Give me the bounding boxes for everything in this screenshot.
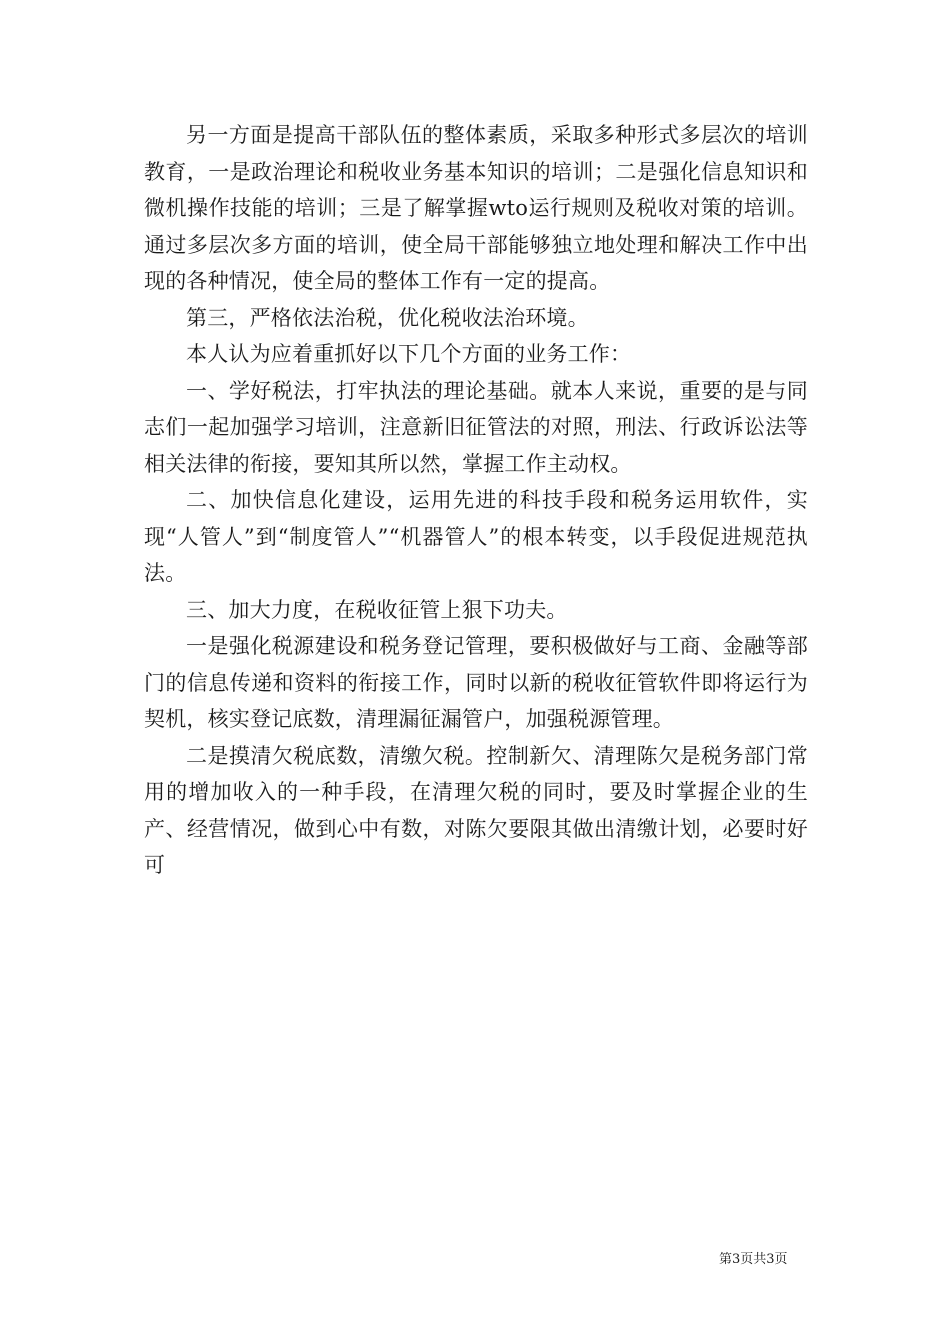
paragraph-arrears: 二是摸清欠税底数，清缴欠税。控制新欠、清理陈欠是税务部门常用的增加收入的一种手段，在清理欠税的同时，要及时掌握企业的生产、经营情况，做到心中有数，对陈欠要限其做出清缴计划，必要时好可 bbox=[144, 743, 808, 877]
document-body bbox=[144, 117, 808, 884]
paragraph-item-one: 一、学好税法，打牢执法的理论基础。就本人来说，重要的是与同志们一起加强学习培训，注意新旧征管法的对照，刑法、行政诉讼法等相关法律的衔接，要知其所以然，掌握工作主动权。 bbox=[144, 378, 808, 476]
paragraph-item-three: 三、加大力度，在税收征管上狠下功夫。 bbox=[186, 597, 568, 622]
paragraph-tax-source: 一是强化税源建设和税务登记管理，要积极做好与工商、金融等部门的信息传递和资料的衔接工作，同时以新的税收征管软件即将运行为契机，核实登记底数，清理漏征漏管户，加强税源管理。 bbox=[144, 634, 808, 731]
paragraph-item-two: 二、加快信息化建设，运用先进的科技手段和税务运用软件，实现“人管人”到“制度管人”“机器管人”的根本转变，以手段促进规范执法。 bbox=[144, 488, 808, 585]
page-number: 第3页共3页 bbox=[719, 1252, 788, 1267]
paragraph-training: 另一方面是提高干部队伍的整体素质，采取多种形式多层次的培训教育，一是政治理论和税收业务基本知识的培训；二是强化信息知识和微机操作技能的培训；三是了解掌握wto运行规则及税收对策的培训。通过多层次多方面的培训，使全局干部能够独立地处理和解决工作中出现的各种情况，使全局的整体工作有一定的提高。 bbox=[144, 123, 808, 293]
paragraph-section-three-heading: 第三，严格依法治税，优化税收法治环境。 bbox=[186, 305, 589, 330]
paragraph-intro: 本人认为应着重抓好以下几个方面的业务工作： bbox=[186, 342, 632, 366]
